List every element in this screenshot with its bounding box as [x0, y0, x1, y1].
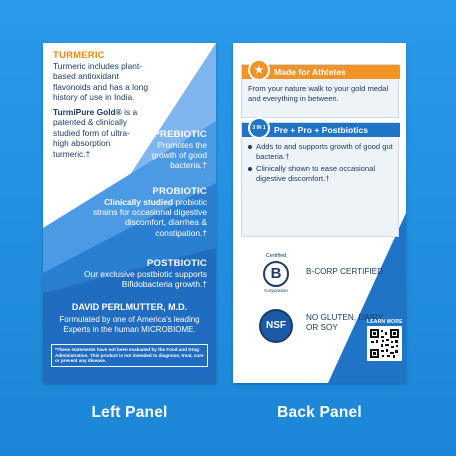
postbiotic-section: [67, 258, 207, 289]
back-panel: [233, 43, 406, 383]
doctor-name: DAVID PERLMUTTER, M.D.: [71, 302, 188, 312]
fda-disclaimer: *These statements have not been evaluated by the Food and Drug Administration. This product is not intended to diagnose, treat, cure or prevent any disease.: [51, 344, 208, 367]
learn-more-label: LEARN MORE: [367, 319, 403, 325]
probiotic-emphasis: Clinically studied: [104, 197, 174, 207]
athletes-description: From your nature walk to your gold medal and everything in between.: [248, 84, 389, 103]
nsf-label: NO GLUTEN, DAIRY OR SOY: [306, 313, 384, 332]
bcorp-label: B-CORP CERTIFIED: [306, 267, 384, 276]
bcorp-logo: [263, 261, 289, 287]
turmipure-brand: TurmiPure Gold®: [53, 107, 122, 117]
doctor-description: Formulated by one of America's leading Experts in the human MICROBIOME.: [59, 315, 200, 334]
postbiotic-heading: POSTBIOTIC: [146, 258, 207, 269]
turmeric-description: Turmeric includes plant-based antioxidant flavonoids and has a long history of use in India.: [53, 61, 148, 103]
bcorp-letter: B: [270, 265, 282, 282]
prebiotic-heading: PREBIOTIC: [153, 129, 207, 140]
turmeric-heading: TURMERIC: [53, 50, 105, 61]
back-panel-caption: Back Panel: [277, 404, 362, 421]
left-panel-caption: Left Panel: [91, 404, 168, 421]
medal-icon: ★: [248, 59, 270, 81]
bcorp-logo-group: [259, 253, 293, 293]
biotics-bullet: Clinically shown to ease occasional digestive discomfort.†: [248, 164, 394, 183]
bcorp-corporation-text: Corporation: [264, 288, 288, 293]
prebiotic-description: Promotes the growth of good bacteria.†: [151, 140, 207, 171]
biotics-bullets: [248, 142, 394, 186]
probiotic-body: probiotic strains for occasional digestive discomfort, diarrhea & constipation.†: [92, 197, 207, 238]
nsf-logo: NSF: [259, 309, 293, 343]
qr-code-pattern: [369, 328, 400, 359]
prebiotic-section: [137, 129, 207, 171]
athletes-card: [241, 64, 399, 118]
qr-code[interactable]: [367, 326, 402, 361]
biotics-bullet: Adds to and supports growth of good gut bacteria.†: [248, 142, 394, 161]
probiotic-heading: PROBIOTIC: [152, 186, 207, 197]
3-in-1-badge-icon: 3 IN 1: [248, 117, 270, 139]
left-panel: [43, 43, 216, 383]
doctor-section: [49, 302, 210, 335]
biotics-card: [241, 122, 399, 237]
biotics-title: Pre + Pro + Postbiotics: [242, 123, 400, 137]
bcorp-certified-text: Certified: [265, 253, 287, 259]
turmipure-description: [53, 107, 145, 159]
postbiotic-description: Our exclusive postbiotic supports Bifidobacteria growth.†: [84, 269, 207, 290]
probiotic-description: [81, 197, 207, 238]
probiotic-section: [81, 186, 207, 238]
turmipure-text: is a patented & clinically studied form of ultra-high absorption turmeric.†: [53, 107, 138, 159]
athletes-title: Made for Athletes: [242, 65, 400, 79]
